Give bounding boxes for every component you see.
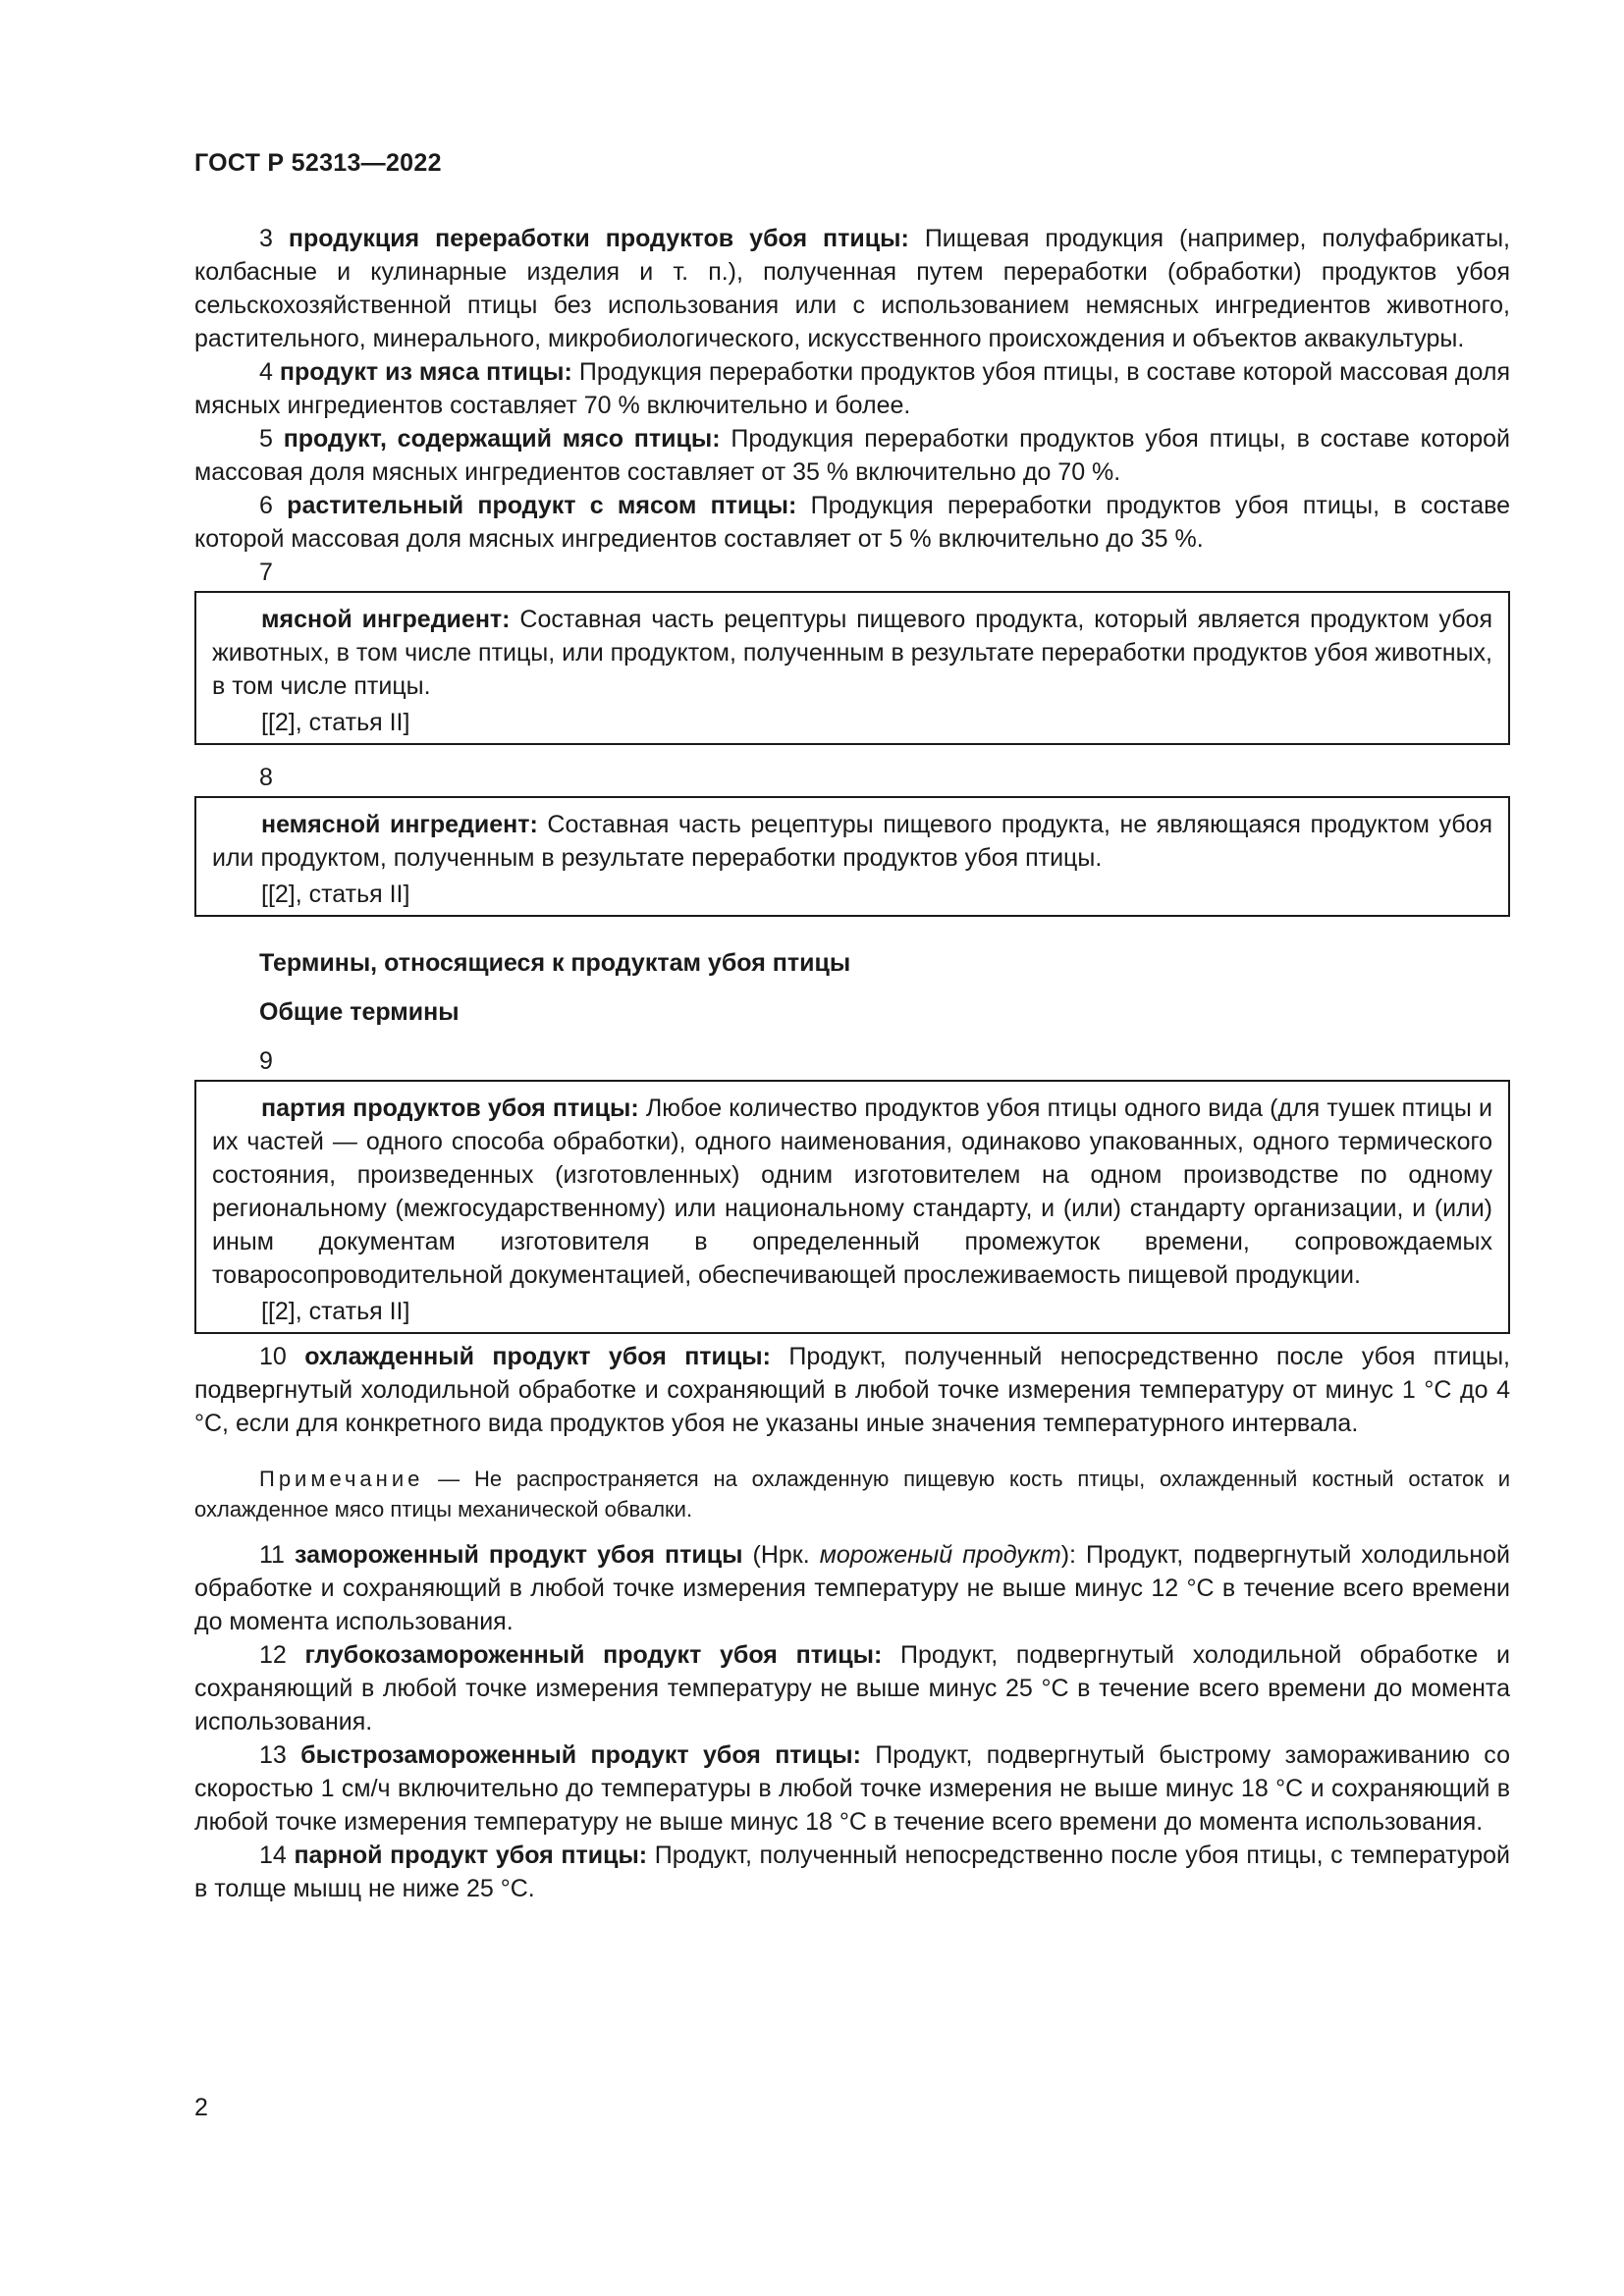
page-number: 2 (194, 2094, 208, 2121)
term-title: замороженный продукт убоя птицы (295, 1541, 743, 1569)
term-title: продукт, содержащий мясо птицы: (283, 425, 721, 453)
term-title: немясной ингредиент: (261, 811, 538, 838)
term-definition: Продукт, полученный непосредственно после убоя птицы, подвергнутый холодильной обработке и сохраняющий в любой точке измерения температуру от минус 1 °С до 4 °С, если для конкретного вида продуктов убоя не указаны иные значения температурного интервала. (194, 1343, 1510, 1437)
term-source: [[2], статья II] (261, 881, 410, 908)
term-title: растительный продукт с мясом птицы: (287, 492, 797, 519)
term-definition: Продукт, подвергнутый холодильной обработке и сохраняющий в любой точке измерения температуру не выше минус 25 °С в течение всего времени до момента использования. (194, 1641, 1510, 1735)
term-title: глубокозамороженный продукт убоя птицы: (304, 1641, 883, 1669)
term-title: партия продуктов убоя птицы: (261, 1095, 639, 1122)
term-14: 14 парной продукт убоя птицы: Продукт, полученный непосредственно после убоя птицы, с температурой в толще мышц не ниже 25 °С. (194, 1842, 1510, 1902)
term-definition: Продукт, подвергнутый быстрому замораживанию со скоростью 1 см/ч включительно до температуры в любой точке измерения не выше минус 18 °С и сохраняющий в любой точке измерения температуру не выше минус 18 °С в течение всего времени до момента использования. (194, 1741, 1510, 1836)
term-definition: Составная часть рецептуры пищевого продукта, который является продуктом убоя животных, в том числе птицы, или продуктом, полученным в результате переработки продуктов убоя животных, в том числе птицы. (212, 606, 1492, 700)
term-title: продукция переработки продуктов убоя птицы: (288, 225, 909, 252)
note (194, 1464, 1510, 1524)
note-label: Примечание (259, 1467, 424, 1491)
term-3: 3 продукция переработки продуктов убоя птицы: Пищевая продукция (например, полуфабрикаты, колбасные и кулинарные изделия и т. п.), полученная путем переработки (обработки) продуктов убоя сельскохозяйственной птицы без использования или с использованием немясных ингредиентов животного, растительного, минерального, микробиологического, искусственного происхождения и объектов аквакультуры. (194, 225, 1510, 352)
term-7-number: 7 (259, 559, 273, 586)
document-code: ГОСТ Р 52313—2022 (194, 149, 442, 177)
term-7-box (194, 591, 1510, 745)
section-heading: Термины, относящиеся к продуктам убоя птицы (259, 949, 851, 977)
term-definition: Продукция переработки продуктов убоя птицы, в составе которой массовая доля мясных ингредиентов составляет от 35 % включительно до 70 %. (194, 425, 1510, 486)
term-source: [[2], статья II] (261, 1298, 410, 1325)
term-title: мясной ингредиент: (261, 606, 511, 633)
term-title: охлажденный продукт убоя птицы: (304, 1343, 771, 1370)
term-10: 10 охлажденный продукт убоя птицы: Продукт, полученный непосредственно после убоя птицы, подвергнутый холодильной обработке и сохраняющий в любой точке измерения температуру от минус 1 °С до 4 °С, если для конкретного вида продуктов убоя не указаны иные значения температурного интервала. (194, 1343, 1510, 1437)
term-9-number: 9 (259, 1047, 273, 1075)
note-text: — Не распространяется на охлажденную пищевую кость птицы, охлажденный костный остаток и охлажденное мясо птицы механической обвалки. (194, 1467, 1510, 1522)
term-8-number: 8 (259, 764, 273, 791)
term-13: 13 быстрозамороженный продукт убоя птицы: Продукт, подвергнутый быстрому замораживанию со скоростью 1 см/ч включительно до температуры в любой точке измерения не выше минус 18 °С и сохраняющий в любой точке измерения температуру не выше минус 18 °С в течение всего времени до момента использования. (194, 1741, 1510, 1836)
term-definition: ): Продукт, подвергнутый холодильной обработке и сохраняющий в любой точке измерения температуру не выше минус 12 °С в течение всего времени до момента использования. (194, 1541, 1511, 1635)
term-definition: Продукция переработки продуктов убоя птицы, в составе которой массовая доля мясных ингредиентов составляет от 5 % включительно до 35 %. (194, 492, 1511, 553)
term-title: парной продукт убоя птицы: (294, 1842, 648, 1869)
term-definition: Пищевая продукция (например, полуфабрикаты, колбасные и кулинарные изделия и т. п.), полученная путем переработки (обработки) продуктов убоя сельскохозяйственной птицы без использования или с использованием немясных ингредиентов животного, растительного, минерального, микробиологического, искусственного происхождения и объектов аквакультуры. (194, 225, 1510, 352)
term-6: 6 растительный продукт с мясом птицы: Продукция переработки продуктов убоя птицы, в составе которой массовая доля мясных ингредиентов составляет от 5 % включительно до 35 %. (194, 492, 1511, 553)
term-12: 12 глубокозамороженный продукт убоя птицы: Продукт, подвергнутый холодильной обработке и сохраняющий в любой точке измерения температуру не выше минус 25 °С в течение всего времени до момента использования. (194, 1641, 1510, 1735)
term-definition: Продукция переработки продуктов убоя птицы, в составе которой массовая доля мясных ингредиентов составляет 70 % включительно и более. (194, 358, 1510, 419)
term-4: 4 продукт из мяса птицы: Продукция переработки продуктов убоя птицы, в составе которой массовая доля мясных ингредиентов составляет 70 % включительно и более. (194, 358, 1510, 419)
term-definition: Любое количество продуктов убоя птицы одного вида (для тушек птицы и их частей — одного способа обработки), одного наименования, одинаково упакованных, одного термического состояния, произведенных (изготовленных) одним изготовителем на одном производстве по одному региональному (межгосударственному) или национальному стандарту, и (или) стандарту организации, и (или) иным документам изготовителя в определенный промежуток времени, сопровождаемых товаросопроводительной документацией, обеспечивающей прослеживаемость пищевой продукции. (212, 1095, 1492, 1289)
term-alternative: мороженый продукт (819, 1541, 1061, 1569)
subsection-heading: Общие термины (259, 998, 460, 1026)
term-title: продукт из мяса птицы: (279, 358, 572, 386)
term-definition: Продукт, полученный непосредственно после убоя птицы, с температурой в толще мышц не ниже 25 °С. (194, 1842, 1510, 1902)
document-body (194, 222, 1510, 1905)
term-title: быстрозамороженный продукт убоя птицы: (300, 1741, 861, 1769)
term-9-box (194, 1080, 1510, 1334)
term-11: 11 замороженный продукт убоя птицы (Нрк. мороженый продукт): Продукт, подвергнутый холодильной обработке и сохраняющий в любой точке измерения температуру не выше минус 12 °С в течение всего времени до момента использования. (194, 1541, 1511, 1635)
term-5: 5 продукт, содержащий мясо птицы: Продукция переработки продуктов убоя птицы, в составе которой массовая доля мясных ингредиентов составляет от 35 % включительно до 70 %. (194, 425, 1510, 486)
term-definition: Составная часть рецептуры пищевого продукта, не являющаяся продуктом убоя или продуктом, полученным в результате переработки продуктов убоя птицы. (212, 811, 1493, 872)
term-8-box (194, 796, 1510, 917)
term-source: [[2], статья II] (261, 709, 410, 736)
